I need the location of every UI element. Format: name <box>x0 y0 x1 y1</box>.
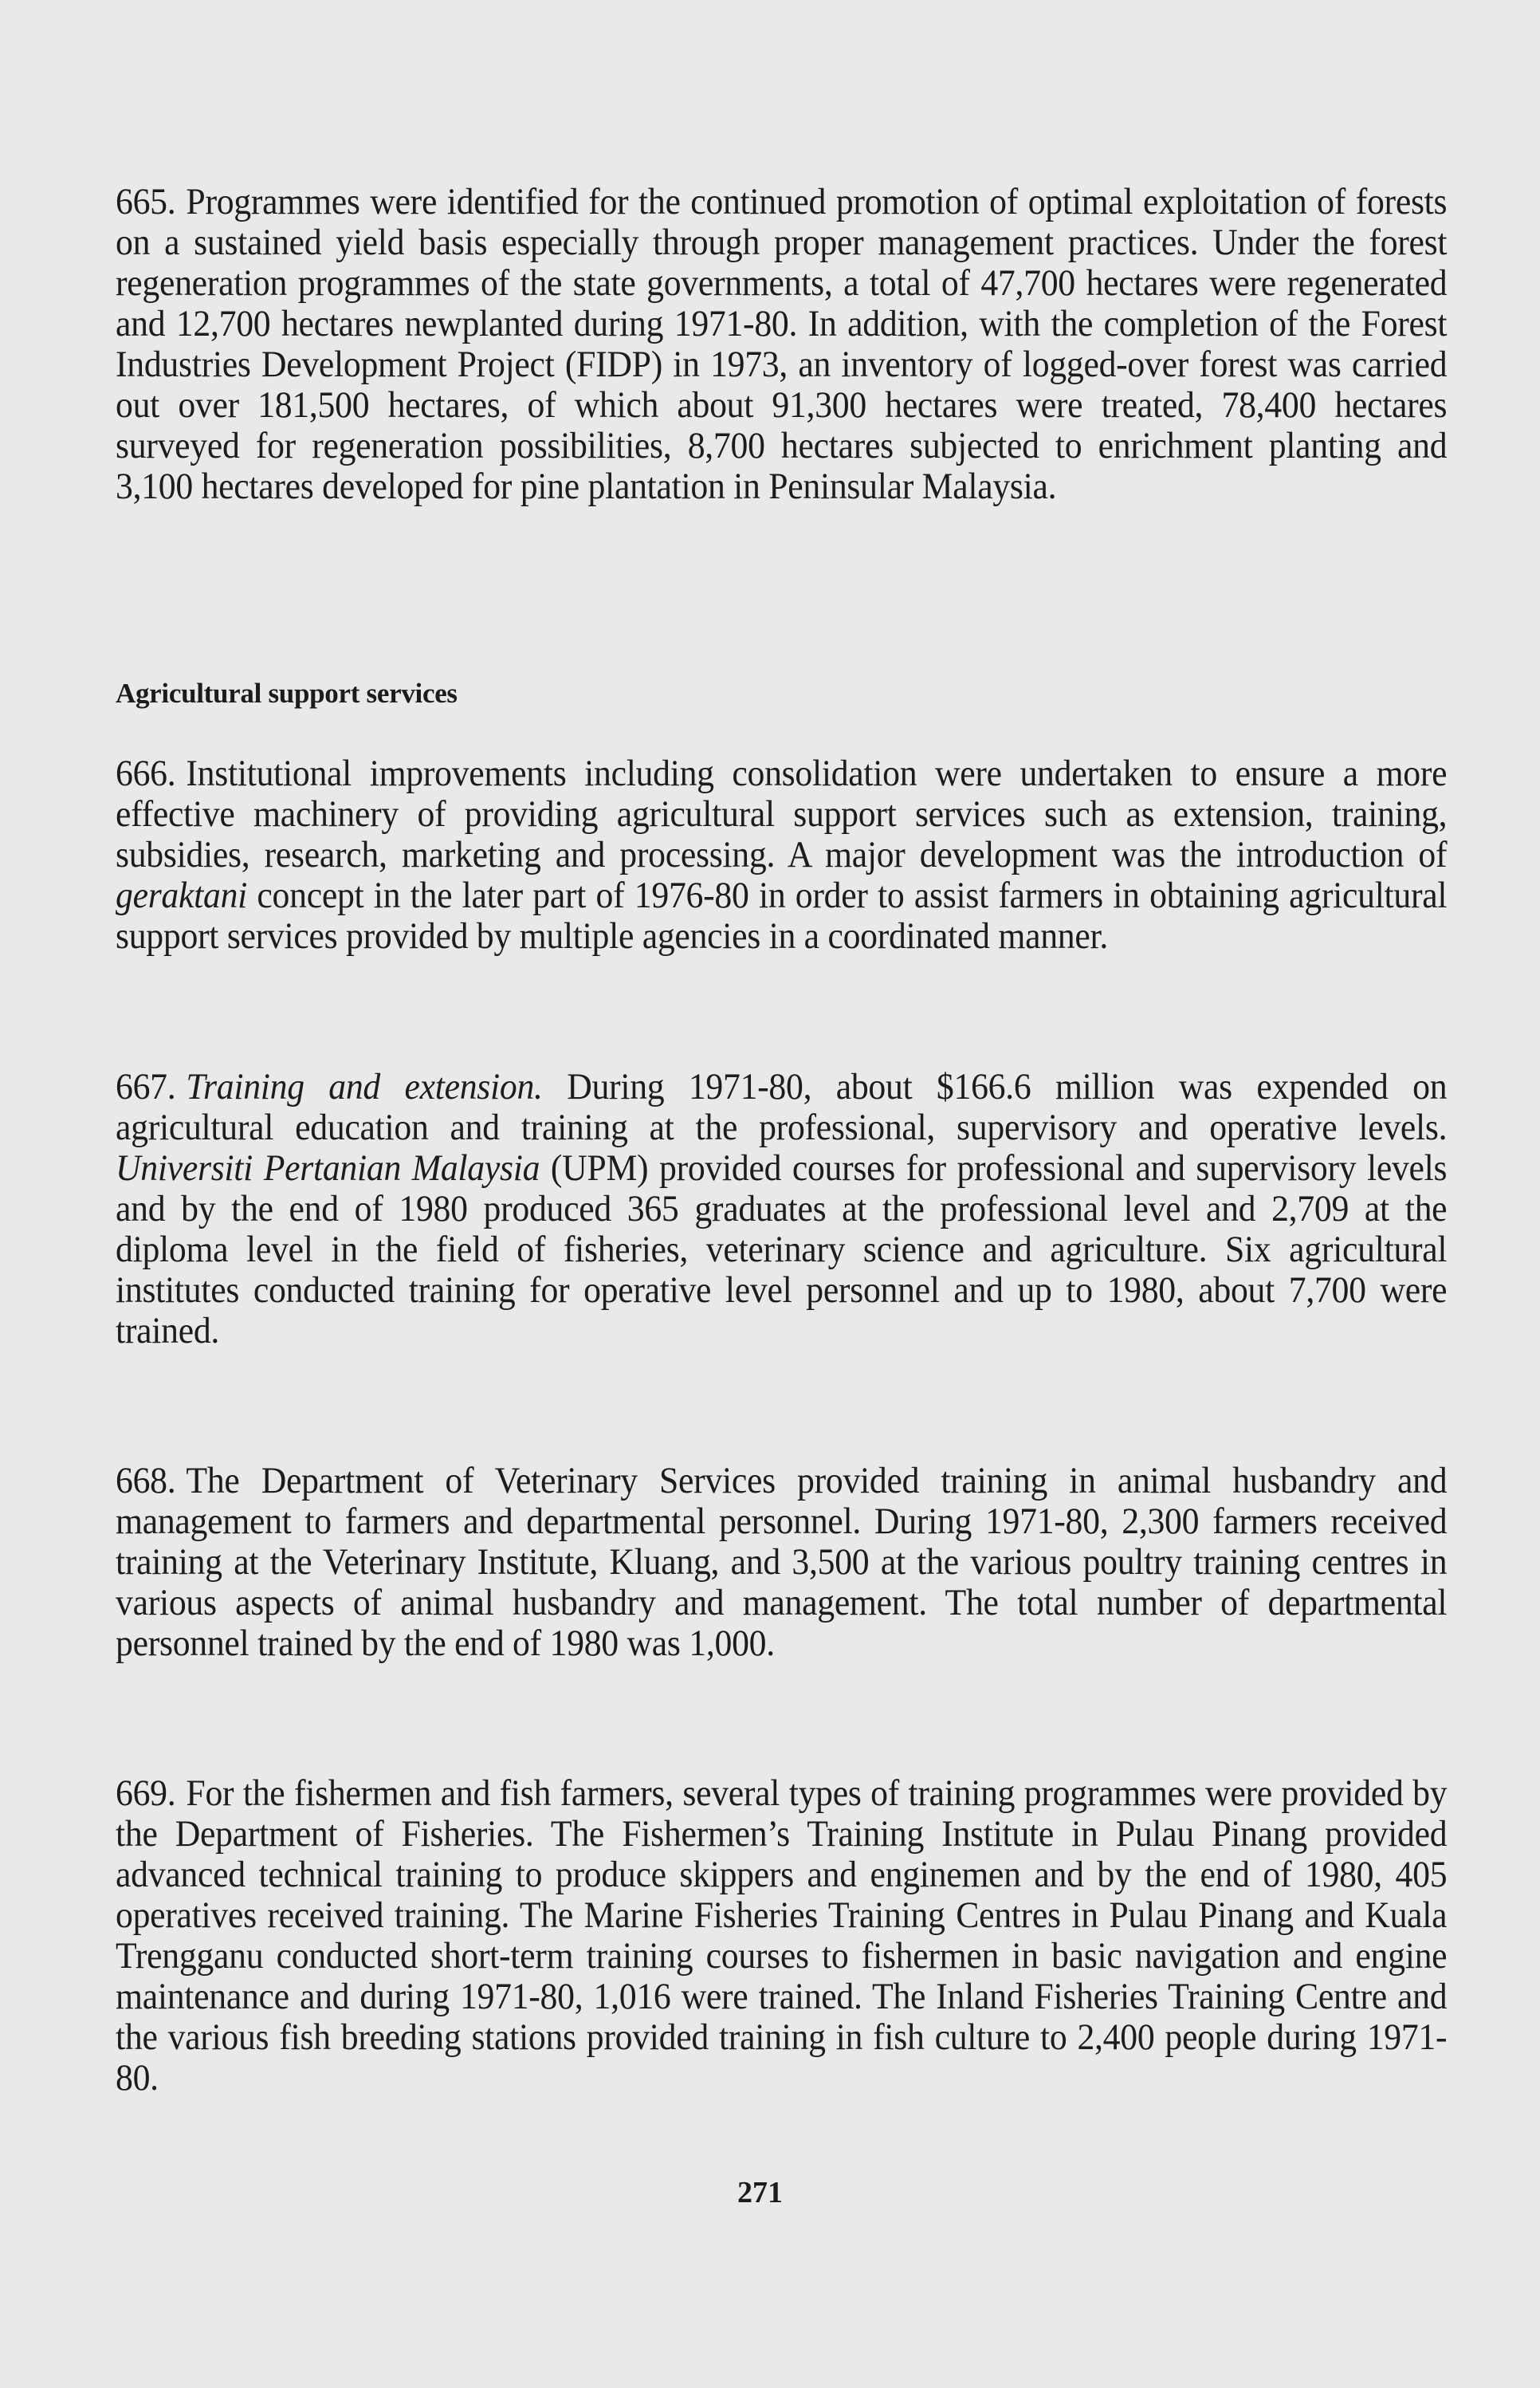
paragraph-text: concept in the later part of 1976-80 in order to assist farmers in obtaining agricultural support services provided by multiple agencies in a coordinated manner. <box>116 875 1448 957</box>
italic-term: Universiti Pertanian Malaysia <box>116 1147 540 1189</box>
paragraph-text: Institutional improvements including consolidation were undertaken to ensure a more effective machinery of providing agricultural support services such as extension, training, subsidies, research, marketing and processing. A major development was the introduction of <box>116 753 1448 875</box>
paragraph-text: (UPM) provided courses for professional and supervisory levels and by the end of 1980 produced 365 graduates at the professional level and 2,709 at the diploma level in the field of fisheries, veterinary science and agriculture. Six agricultural institutes conducted training for operative level personnel and up to 1980, about 7,700 were trained. <box>116 1147 1448 1351</box>
subsection-title: Training and extension. <box>186 1066 543 1107</box>
paragraph-number: 665. <box>116 181 176 222</box>
paragraph-669 <box>116 1773 1447 2099</box>
section-heading: Agricultural support services <box>116 678 458 709</box>
paragraph-number: 669. <box>116 1772 176 1814</box>
paragraph-665 <box>116 182 1447 507</box>
italic-term: geraktani <box>116 875 248 916</box>
paragraph-number: 668. <box>116 1460 176 1501</box>
paragraph-668 <box>116 1461 1447 1664</box>
paragraph-666 <box>116 753 1447 957</box>
paragraph-text: The Department of Veterinary Services provided training in animal husbandry and management to farmers and departmental personnel. During 1971-80, 2,300 farmers received training at the Veterinary Institute, Kluang, and 3,500 at the various poultry training centres in various aspects of animal husbandry and management. The total number of departmental personnel trained by the end of 1980 was 1,000. <box>116 1460 1448 1664</box>
paragraph-text: Programmes were identified for the continued promotion of optimal exploitation of forests on a sustained yield basis especially through proper management practices. Under the forest regeneration programmes of the state governments, a total of 47,700 hectares were regenerated and 12,700 hectares newplanted during 1971-80. In addition, with the completion of the Forest Industries Development Project (FIDP) in 1973, an inventory of logged-over forest was carried out over 181,500 hectares, of which about 91,300 hectares were treated, 78,400 hectares surveyed for regeneration possibilities, 8,700 hectares subjected to enrichment planting and 3,100 hectares developed for pine plantation in Peninsular Malaysia. <box>116 181 1448 507</box>
paragraph-text: During 1971-80, about $166.6 million was expended on agricultural education and training at the professional, supervisory and operative levels. <box>116 1066 1448 1148</box>
paragraph-number: 667. <box>116 1066 176 1107</box>
page-number: 271 <box>737 2176 783 2209</box>
paragraph-text: For the fishermen and fish farmers, several types of training programmes were provided by the Department of Fisheries. The Fishermen’s Training Institute in Pulau Pinang provided advanced technical training to produce skippers and enginemen and by the end of 1980, 405 operatives received training. The Marine Fisheries Training Centres in Pulau Pinang and Kuala Trengganu conducted short-term training courses to fishermen in basic navigation and engine maintenance and during 1971-80, 1,016 were trained. The Inland Fisheries Training Centre and the various fish breeding stations provided training in fish culture to 2,400 people during 1971-80. <box>116 1772 1448 2099</box>
paragraph-number: 666. <box>116 753 176 794</box>
paragraph-667 <box>116 1067 1447 1351</box>
